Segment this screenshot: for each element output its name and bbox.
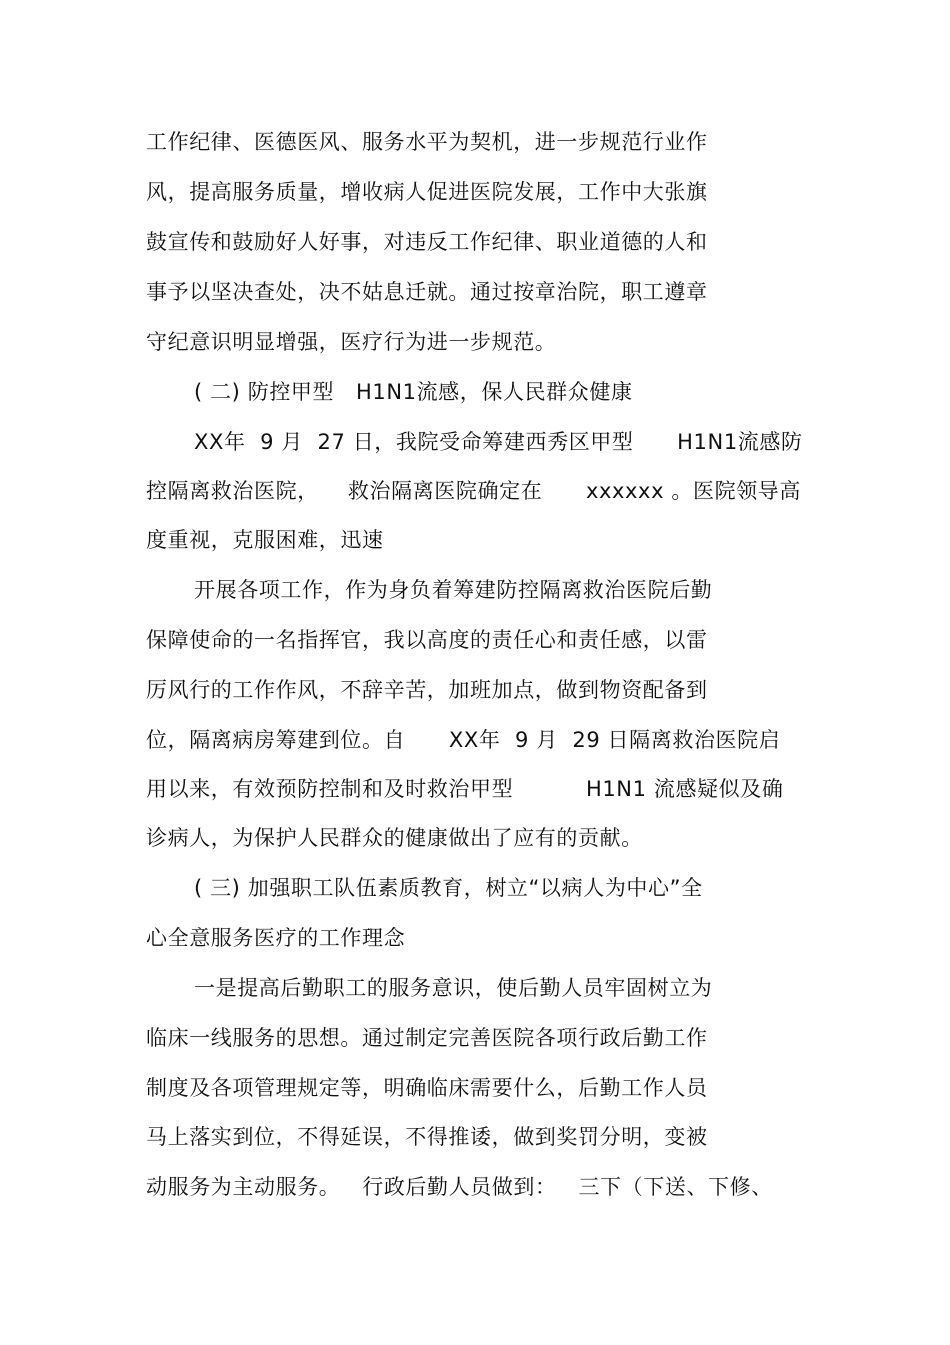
- text-line: 一是提高后勤职工的服务意识，使后勤人员牢固树立为: [194, 976, 713, 1000]
- text-line: 鼓宣传和鼓励好人好事，对违反工作纪律、职业道德的人和: [146, 230, 708, 254]
- text-line: 开展各项工作，作为身负着筹建防控隔离救治医院后勤: [194, 578, 713, 602]
- text-line: 度重视，克服困难，迅速: [146, 528, 384, 552]
- text-line: 用以来，有效预防控制和及时救治甲型 H1N1 流感疑似及确: [146, 777, 784, 801]
- text-line: 制度及各项管理规定等，明确临床需要什么，后勤工作人员: [146, 1076, 708, 1100]
- text-line: 工作纪律、医德医风、服务水平为契机，进一步规范行业作: [146, 130, 708, 154]
- text-line: 马上落实到位，不得延误，不得推诿，做到奖罚分明，变被: [146, 1125, 708, 1149]
- text-line: 诊病人，为保护人民群众的健康做出了应有的贡献。: [146, 826, 643, 850]
- text-line: XX年 9 月 27 日，我院受命筹建西秀区甲型 H1N1流感防: [194, 430, 803, 454]
- text-line: 事予以坚决查处，决不姑息迁就。通过按章治院，职工遵章: [146, 280, 708, 304]
- section-heading: ( 三) 加强职工队伍素质教育，树立“以病人为中心”全: [194, 876, 703, 900]
- section-heading-continued: 心全意服务医疗的工作理念: [146, 926, 406, 950]
- text-line: 厉风行的工作作风，不辞辛苦，加班加点，做到物资配备到: [146, 678, 708, 702]
- text-line: 临床一线服务的思想。通过制定完善医院各项行政后勤工作: [146, 1026, 708, 1050]
- text-line: 动服务为主动服务。 行政后勤人员做到： 三下（下送、下修、: [146, 1175, 773, 1199]
- section-heading: ( 二) 防控甲型 H1N1流感，保人民群众健康: [194, 380, 633, 404]
- text-line: 控隔离救治医院， 救治隔离医院确定在 xxxxxx 。医院领导高: [146, 479, 801, 503]
- text-line: 保障使命的一名指挥官，我以高度的责任心和责任感，以雷: [146, 628, 708, 652]
- text-line: 位，隔离病房筹建到位。自 XX年 9 月 29 日隔离救治医院启: [146, 728, 781, 752]
- text-line: 守纪意识明显增强，医疗行为进一步规范。: [146, 330, 557, 354]
- text-line: 风，提高服务质量，增收病人促进医院发展，工作中大张旗: [146, 180, 708, 204]
